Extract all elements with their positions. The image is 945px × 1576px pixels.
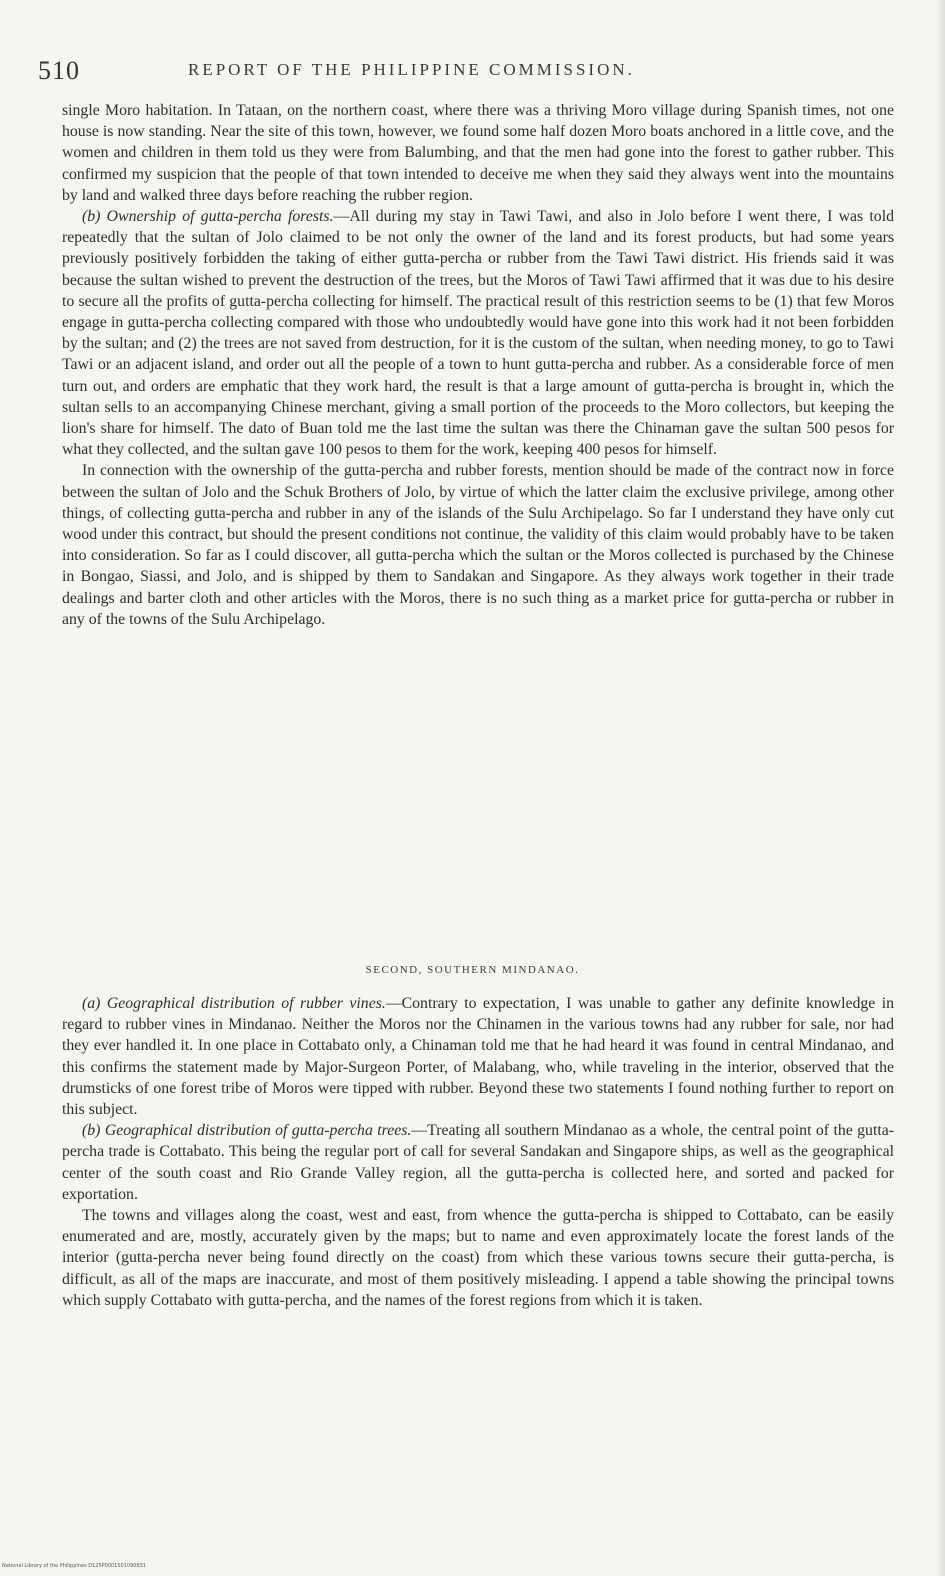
paragraph-text: In connection with the ownership of the gutta-percha and rubber forests, mention should be made of the contract now in force between the sultan of Jolo and the Schuk Brothers of Jolo, by virtue of which the latter claim the exclusive privilege, among other things, of collecting gutta-percha and rubber in any of the islands of the Sulu Archipelago. So far I understand they have only cut wood under this contract, but should the present conditions not continue, the validity of this claim would probably have to be taken into consideration. So far as I could discover, all gutta-percha which the sultan or the Moros collected is purchased by the Chinese in Bongao, Siassi, and Jolo, and is shipped by them to Sandakan and Singapore. As they always work together in their trade dealings and barter cloth and other articles with the Moros, there is no such thing as a market price for gutta-percha or rubber in any of the towns of the Sulu Archipelago. xyxy=(62,462,894,628)
paragraph xyxy=(62,100,894,206)
body-text-part1 xyxy=(62,100,894,630)
paragraph-lead: (b) Geographical distribution of gutta-percha trees. xyxy=(82,1122,412,1140)
paragraph xyxy=(62,1120,894,1205)
paragraph-lead: (b) Ownership of gutta-percha forests. xyxy=(82,208,334,226)
body-text-part2 xyxy=(62,993,894,1311)
paragraph-text: —All during my stay in Tawi Tawi, and also in Jolo before I went there, I was told repeatedly that the sultan of Jolo claimed to be not only the owner of the land and its forest products, but had some years previously positively forbidden the taking of either gutta-percha or rubber from the Tawi Tawi district. His friends said it was because the sultan wished to prevent the destruction of the trees, but the Moros of Tawi Tawi affirmed that it was due to his desire to secure all the profits of gutta-percha collecting for himself. The practical result of this restriction seems to be (1) that few Moros engage in gutta-percha collecting compared with those who undoubtedly would have gone into this work had it not been forbidden by the sultan; and (2) the trees are not saved from destruction, for it is the custom of the sultan, when needing money, to go to Tawi Tawi or an adjacent island, and order out all the people of a town to hunt gutta-percha and rubber. As a considerable force of men turn out, and orders are emphatic that they work hard, the result is that a large amount of gutta-percha is brought in, which the sultan sells to an accompanying Chinese merchant, giving a small portion of the proceeds to the Moro collectors, but keeping the lion's share for himself. The dato of Buan told me the last time the sultan was there the Chinaman gave the sultan 500 pesos for what they collected, and the sultan gave 100 pesos to them for the work, keeping 400 pesos for himself. xyxy=(62,208,894,459)
scan-credit: National Library of the Philippines D125P0001501090831 xyxy=(2,1563,146,1569)
paragraph-text: —Treating all southern Mindanao as a whole, the central point of the gutta-percha trade is Cottabato. This being the regular port of call for several Sandakan and Singapore ships, as well as the geographical center of the south coast and Rio Grande Valley region, all the gutta-percha is collected here, and sorted and packed for exportation. xyxy=(62,1122,895,1203)
page-header xyxy=(38,56,908,88)
paragraph-text: —Contrary to expectation, I was unable to gather any definite knowledge in regard to rubber vines in Mindanao. Neither the Moros nor the Chinamen in the various towns had any rubber for sale, nor had they ever handled it. In one place in Cottabato only, a Chinaman told me that he had heard it was found in central Mindanao, and this confirms the statement made by Major-Surgeon Porter, of Malabang, who, while traveling in the interior, observed that the drumsticks of one forest tribe of Moros were tipped with rubber. Beyond these two statements I found nothing further to report on this subject. xyxy=(62,995,895,1119)
paragraph xyxy=(62,460,894,630)
paragraph-lead: (a) Geographical distribution of rubber vines. xyxy=(82,995,386,1012)
paragraph xyxy=(62,993,894,1120)
page-edge-shadow xyxy=(935,0,945,1576)
paragraph-text: single Moro habitation. In Tataan, on the northern coast, where there was a thriving Moro village during Spanish times, not one house is now standing. Near the site of this town, however, we found some half dozen Moro boats anchored in a little cove, and the women and children in them told us they were from Balumbing, and that the men had gone into the forest to gather rubber. This confirmed my suspicion that the people of that town intended to deceive me when they said they always went into the mountains by land and walked three days before reaching the rubber region. xyxy=(62,102,894,204)
paragraph xyxy=(62,206,894,460)
running-head: REPORT OF THE PHILIPPINE COMMISSION. xyxy=(188,60,635,79)
paragraph xyxy=(62,1205,894,1311)
page-number: 510 xyxy=(38,56,80,85)
section-heading: SECOND, SOUTHERN MINDANAO. xyxy=(365,964,580,976)
paragraph-text: The towns and villages along the coast, west and east, from whence the gutta-percha is shipped to Cottabato, can be easily enumerated and are, mostly, accurately given by the maps; but to name and even approximately locate the forest lands of the interior (gutta-percha never being found directly on the coast) from which these various towns secure their gutta-percha, is difficult, as all of the maps are inaccurate, and most of them positively misleading. I append a table showing the principal towns which supply Cottabato with gutta-percha, and the names of the forest regions from which it is taken. xyxy=(62,1207,894,1309)
